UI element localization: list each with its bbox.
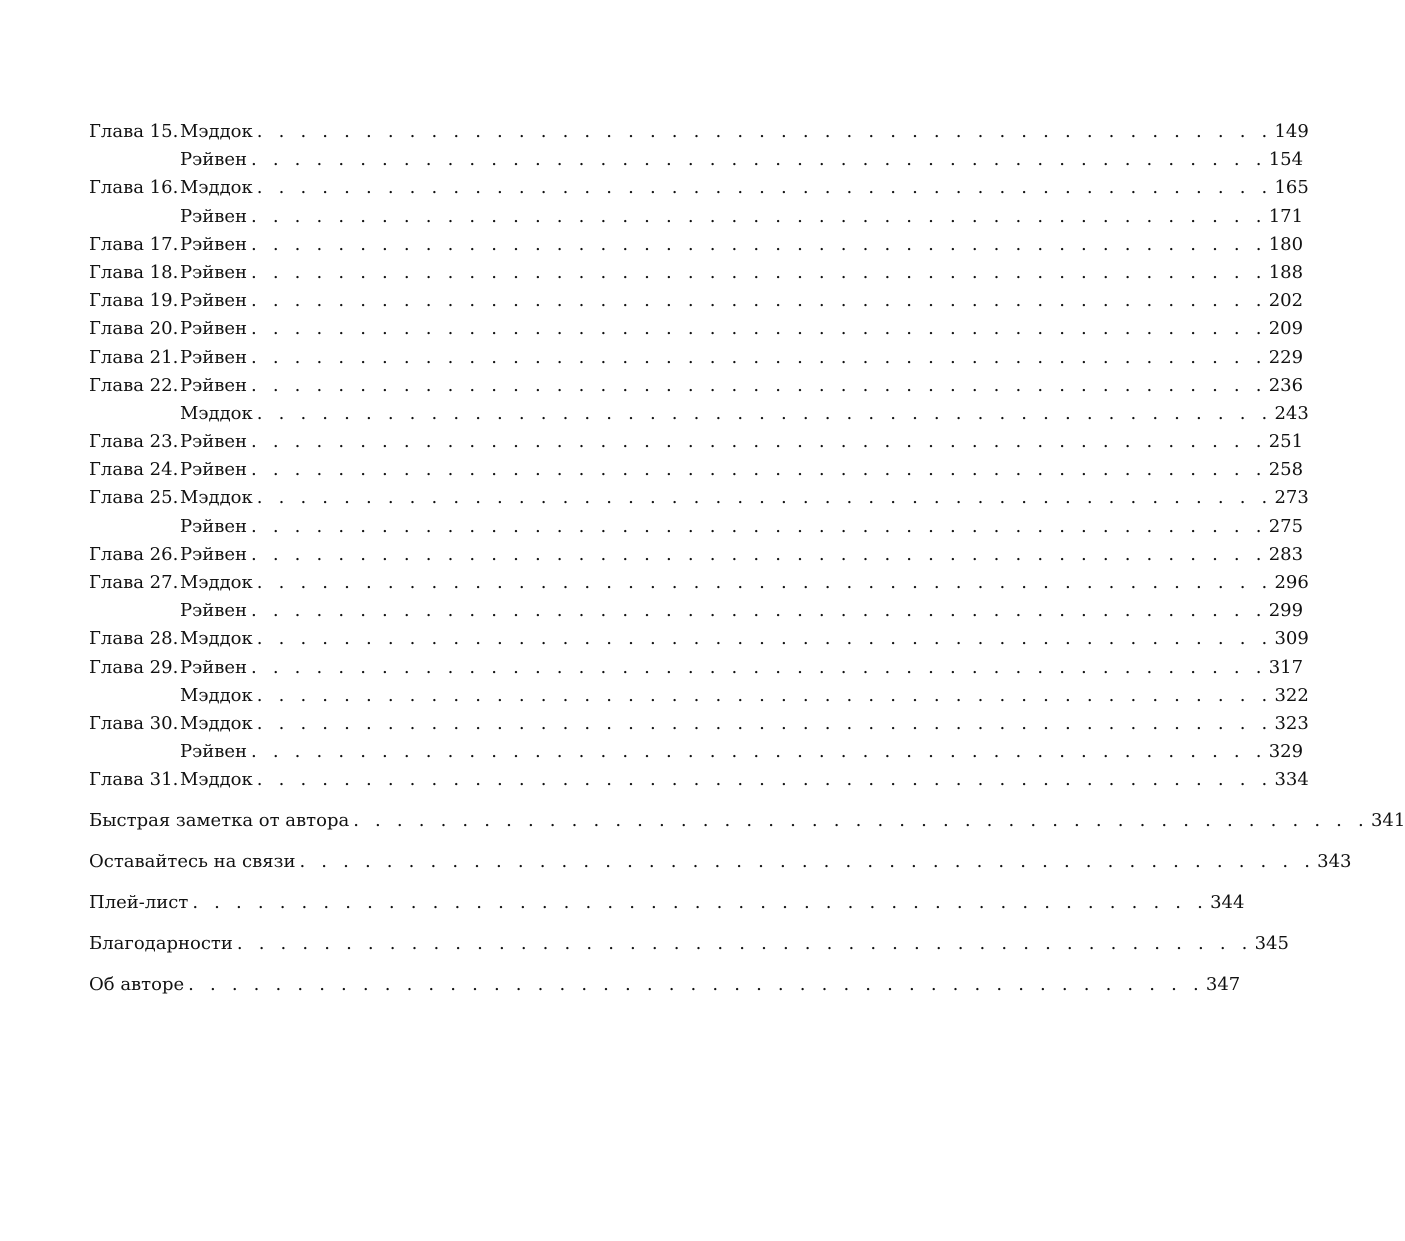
dot-leader: . . . . . . . . . . . . . . . . . . . . . . . . . . . . . . . . . . . . . . . . . . . . . . . (250, 346, 1267, 368)
toc-entry[interactable] (89, 766, 1309, 794)
chapter-title: Мэддок (180, 572, 253, 593)
toc-entry[interactable] (89, 231, 1304, 259)
page-number: 323 (1274, 712, 1309, 734)
chapter-number: Глава 20. (89, 318, 179, 340)
toc-entry[interactable] (89, 118, 1309, 146)
dot-leader: . . . . . . . . . . . . . . . . . . . . . . . . . . . . . . . . . . . . . . . . . . . . . . . (256, 769, 1273, 791)
chapter-title: Рэйвен (180, 600, 247, 622)
chapter-title: Рэйвен (180, 261, 247, 283)
page-number: 243 (1274, 402, 1309, 424)
chapter-title: Рэйвен (180, 431, 247, 453)
page-number: 329 (1268, 741, 1304, 763)
dot-leader: . . . . . . . . . . . . . . . . . . . . . . . . . . . . . . . . . . . . . . . . . . . . . . . (236, 933, 1253, 955)
chapter-title: Мэддок (180, 487, 253, 509)
chapter-title: Рэйвен (180, 205, 247, 227)
page-number: 283 (1268, 543, 1304, 565)
page-number: 180 (1268, 233, 1304, 255)
chapter-number: Глава 15. (89, 121, 179, 142)
section-title: Быстрая заметка от автора (89, 810, 350, 832)
page-number: 347 (1205, 974, 1241, 996)
toc-back-matter-entry[interactable] (89, 971, 1241, 999)
dot-leader: . . . . . . . . . . . . . . . . . . . . . . . . . . . . . . . . . . . . . . . . . . . . . . . (256, 402, 1273, 424)
dot-leader: . . . . . . . . . . . . . . . . . . . . . . . . . . . . . . . . . . . . . . . . . . . . . . . (299, 851, 1316, 873)
dot-leader: . . . . . . . . . . . . . . . . . . . . . . . . . . . . . . . . . . . . . . . . . . . . . . . (256, 572, 1273, 593)
chapter-title: Рэйвен (180, 318, 247, 340)
chapter-number: Глава 17. (89, 233, 179, 255)
chapter-number: Глава 31. (89, 769, 179, 791)
toc-entry[interactable] (89, 738, 1304, 766)
toc-back-matter-entry[interactable] (89, 889, 1245, 917)
dot-leader: . . . . . . . . . . . . . . . . . . . . . . . . . . . . . . . . . . . . . . . . . . . . . . . (250, 741, 1267, 763)
chapter-title: Рэйвен (180, 656, 247, 678)
toc-entry[interactable] (89, 484, 1309, 512)
page-number: 165 (1274, 177, 1309, 199)
page-number: 275 (1268, 515, 1304, 537)
chapter-title: Рэйвен (180, 741, 247, 763)
toc-back-matter-entry[interactable] (89, 930, 1289, 958)
dot-leader: . . . . . . . . . . . . . . . . . . . . . . . . . . . . . . . . . . . . . . . . . . . . . . . (250, 431, 1267, 453)
page-number: 322 (1274, 684, 1309, 706)
page-number: 343 (1317, 851, 1352, 873)
toc-entry[interactable] (89, 654, 1304, 682)
toc-entry[interactable] (89, 597, 1304, 625)
chapter-title: Рэйвен (180, 149, 247, 171)
dot-leader: . . . . . . . . . . . . . . . . . . . . . . . . . . . . . . . . . . . . . . . . . . . . . . . (250, 290, 1267, 312)
chapter-title: Рэйвен (180, 459, 247, 481)
dot-leader: . . . . . . . . . . . . . . . . . . . . . . . . . . . . . . . . . . . . . . . . . . . . . . . (188, 974, 1204, 996)
section-title: Оставайтесь на связи (89, 851, 296, 873)
chapter-title: Рэйвен (180, 543, 247, 565)
chapter-number: Глава 29. (89, 656, 179, 678)
toc-entry[interactable] (89, 372, 1304, 400)
toc-entry[interactable] (89, 259, 1304, 287)
dot-leader: . . . . . . . . . . . . . . . . . . . . . . . . . . . . . . . . . . . . . . . . . . . . . . . (250, 515, 1267, 537)
toc-entry[interactable] (89, 569, 1309, 597)
chapter-title: Мэддок (180, 684, 253, 706)
chapter-title: Мэддок (180, 177, 253, 199)
chapter-title: Мэддок (180, 628, 253, 650)
chapter-number: Глава 28. (89, 628, 179, 650)
chapter-title: Рэйвен (180, 374, 247, 396)
chapter-number: Глава 23. (89, 431, 179, 453)
chapter-title: Рэйвен (180, 515, 247, 537)
toc-entry[interactable] (89, 682, 1309, 710)
chapter-title: Рэйвен (180, 346, 247, 368)
chapter-number: Глава 16. (89, 177, 179, 199)
page-number: 334 (1274, 769, 1309, 791)
chapter-title: Рэйвен (180, 233, 247, 255)
dot-leader: . . . . . . . . . . . . . . . . . . . . . . . . . . . . . . . . . . . . . . . . . . . . . . . (256, 628, 1273, 650)
page-number: 309 (1274, 628, 1309, 650)
page-number: 317 (1268, 656, 1304, 678)
section-title: Об авторе (89, 974, 185, 996)
page-number: 273 (1274, 487, 1309, 509)
page-number: 209 (1268, 318, 1304, 340)
chapter-number: Глава 24. (89, 459, 179, 481)
chapter-number: Глава 18. (89, 261, 179, 283)
dot-leader: . . . . . . . . . . . . . . . . . . . . . . . . . . . . . . . . . . . . . . . . . . . . . . . (256, 487, 1273, 509)
dot-leader: . . . . . . . . . . . . . . . . . . . . . . . . . . . . . . . . . . . . . . . . . . . . . . . (256, 684, 1273, 706)
chapter-title: Мэддок (180, 712, 253, 734)
page-number: 341 (1370, 810, 1405, 832)
dot-leader: . . . . . . . . . . . . . . . . . . . . . . . . . . . . . . . . . . . . . . . . . . . . . . . (256, 177, 1273, 199)
dot-leader: . . . . . . . . . . . . . . . . . . . . . . . . . . . . . . . . . . . . . . . . . . . . . . . (250, 600, 1267, 622)
dot-leader: . . . . . . . . . . . . . . . . . . . . . . . . . . . . . . . . . . . . . . . . . . . . . . . (250, 233, 1267, 255)
toc-back-matter-entry[interactable] (89, 848, 1352, 876)
toc-entry[interactable] (89, 344, 1304, 372)
page-number: 296 (1274, 572, 1309, 593)
toc-entry[interactable] (89, 287, 1304, 315)
chapter-number: Глава 27. (89, 572, 179, 593)
page-number: 171 (1268, 205, 1304, 227)
page-number: 299 (1268, 600, 1304, 622)
chapter-title: Рэйвен (180, 290, 247, 312)
chapter-title: Мэддок (180, 402, 253, 424)
dot-leader: . . . . . . . . . . . . . . . . . . . . . . . . . . . . . . . . . . . . . . . . . . . . . . . (250, 205, 1267, 227)
dot-leader: . . . . . . . . . . . . . . . . . . . . . . . . . . . . . . . . . . . . . . . . . . . . . . . (250, 374, 1267, 396)
toc-back-matter-entry[interactable] (89, 807, 1405, 835)
dot-leader: . . . . . . . . . . . . . . . . . . . . . . . . . . . . . . . . . . . . . . . . . . . . . . . (250, 149, 1267, 171)
page-number: 149 (1274, 121, 1309, 142)
toc-entry[interactable] (89, 513, 1304, 541)
dot-leader: . . . . . . . . . . . . . . . . . . . . . . . . . . . . . . . . . . . . . . . . . . . . . . . (250, 261, 1267, 283)
chapter-number: Глава 30. (89, 712, 179, 734)
dot-leader: . . . . . . . . . . . . . . . . . . . . . . . . . . . . . . . . . . . . . . . . . . . . . . . (256, 121, 1273, 142)
page-number: 202 (1268, 290, 1304, 312)
toc-entry[interactable] (89, 174, 1309, 202)
toc-entry[interactable] (89, 625, 1309, 653)
page-number: 344 (1210, 892, 1245, 914)
dot-leader: . . . . . . . . . . . . . . . . . . . . . . . . . . . . . . . . . . . . . . . . . . . . . . . (353, 810, 1369, 832)
dot-leader: . . . . . . . . . . . . . . . . . . . . . . . . . . . . . . . . . . . . . . . . . . . . . . . (250, 543, 1267, 565)
page-number: 236 (1268, 374, 1304, 396)
toc-entry[interactable] (89, 456, 1304, 484)
page-number: 345 (1254, 933, 1289, 955)
toc-entry[interactable] (89, 146, 1304, 174)
chapter-number: Глава 19. (89, 290, 179, 312)
toc-entry[interactable] (89, 315, 1304, 343)
page-number: 154 (1268, 149, 1304, 171)
dot-leader: . . . . . . . . . . . . . . . . . . . . . . . . . . . . . . . . . . . . . . . . . . . . . . . (192, 892, 1209, 914)
dot-leader: . . . . . . . . . . . . . . . . . . . . . . . . . . . . . . . . . . . . . . . . . . . . . . . (256, 712, 1273, 734)
toc-entry[interactable] (89, 400, 1309, 428)
page-number: 251 (1268, 431, 1304, 453)
chapter-title: Мэддок (180, 121, 253, 142)
chapter-number: Глава 25. (89, 487, 179, 509)
page-number: 258 (1268, 459, 1304, 481)
toc-entry[interactable] (89, 710, 1309, 738)
dot-leader: . . . . . . . . . . . . . . . . . . . . . . . . . . . . . . . . . . . . . . . . . . . . . . . (250, 656, 1267, 678)
toc-entry[interactable] (89, 203, 1304, 231)
section-title: Плей-лист (89, 892, 189, 914)
chapter-title: Мэддок (180, 769, 253, 791)
chapter-number: Глава 22. (89, 374, 179, 396)
page-number: 188 (1268, 261, 1304, 283)
table-of-contents (89, 118, 1405, 999)
toc-entry[interactable] (89, 428, 1304, 456)
dot-leader: . . . . . . . . . . . . . . . . . . . . . . . . . . . . . . . . . . . . . . . . . . . . . . . (250, 459, 1267, 481)
dot-leader: . . . . . . . . . . . . . . . . . . . . . . . . . . . . . . . . . . . . . . . . . . . . . . . (250, 318, 1267, 340)
page-number: 229 (1268, 346, 1304, 368)
section-title: Благодарности (89, 933, 233, 955)
chapter-number: Глава 26. (89, 543, 179, 565)
chapter-number: Глава 21. (89, 346, 179, 368)
toc-entry[interactable] (89, 541, 1304, 569)
